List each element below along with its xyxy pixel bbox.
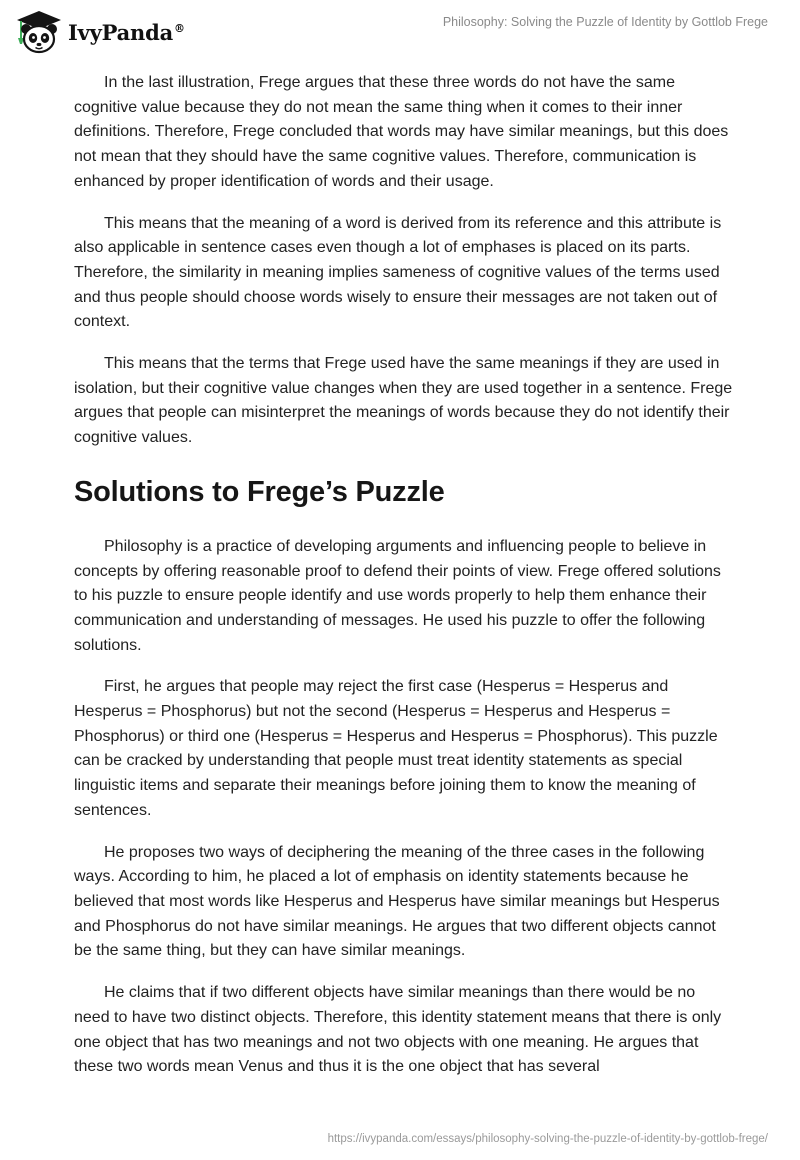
paragraph: This means that the terms that Frege used have the same meanings if they are used in isolation, but their cognitive value changes when they are used together in a sentence. Frege argues that people can misinterpret the meanings of words because they do not identify their cognitive values. [74, 355, 733, 447]
document-title: Philosophy: Solving the Puzzle of Identity by Gottlob Frege [442, 15, 768, 29]
brand-label: IvyPanda [68, 19, 174, 45]
registered-mark: ® [174, 21, 185, 35]
site-logo[interactable] [14, 8, 185, 56]
brand-name [68, 20, 185, 45]
essay-content [74, 71, 734, 1097]
panda-graduate-logo-icon [14, 9, 64, 55]
paragraph: First, he argues that people may reject the first case (Hesperus = Hesperus and Hesperus = Phosphorus) but not the second (Hesperus = Hesperus and Hesperus = Phosphorus) or third one (Hesperus = Hesperus and Hesperus = Phosphorus). This puzzle can be cracked by understanding that people must treat identity statements as special linguistic items and separate their meanings before joining them to know the meaning of sentences. [74, 678, 718, 819]
paragraph: In the last illustration, Frege argues that these three words do not have the same cognitive value because they do not mean the same thing when it comes to their inner definitions. Therefore, Frege concluded that words may have similar meanings, but this does not mean that they should have the same cognitive values. Therefore, communication is enhanced by proper identification of words and their usage. [74, 74, 729, 190]
section-heading: Solutions to Frege’s Puzzle [74, 475, 445, 508]
paragraph: This means that the meaning of a word is derived from its reference and this attribute is also applicable in sentence cases even though a lot of emphases is placed on its parts. Therefore, the similarity in meaning implies sameness of cognitive values of the terms used and thus people should choose words wisely to ensure their messages are not taken out of context. [74, 214, 722, 331]
paragraph: He proposes two ways of deciphering the meaning of the three cases in the following ways. According to him, he placed a lot of emphasis on identity statements because he believed that most words like Hesperus and Hesperus have similar meanings but Hesperus and Phosphorus do not have similar meanings. He argues that two different objects cannot be the same thing, but they can have similar meanings. [74, 843, 720, 960]
source-url-link[interactable]: https://ivypanda.com/essays/philosophy-solving-the-puzzle-of-identity-by-gottlob-frege/ [327, 1133, 768, 1145]
paragraph: Philosophy is a practice of developing arguments and influencing people to believe in concepts by offering reasonable proof to defend their points of view. Frege offered solutions to his puzzle to ensure people identify and use words properly to help them enhance their communication and understanding of messages. He used his puzzle to offer the following solutions. [74, 537, 721, 654]
paragraph: He claims that if two different objects have similar meanings than there would be no need to have two distinct objects. Therefore, this identity statement means that there is only one object that has two meanings and not two objects with one meaning. He argues that these two words mean Venus and thus it is the one object that has several [74, 984, 722, 1076]
